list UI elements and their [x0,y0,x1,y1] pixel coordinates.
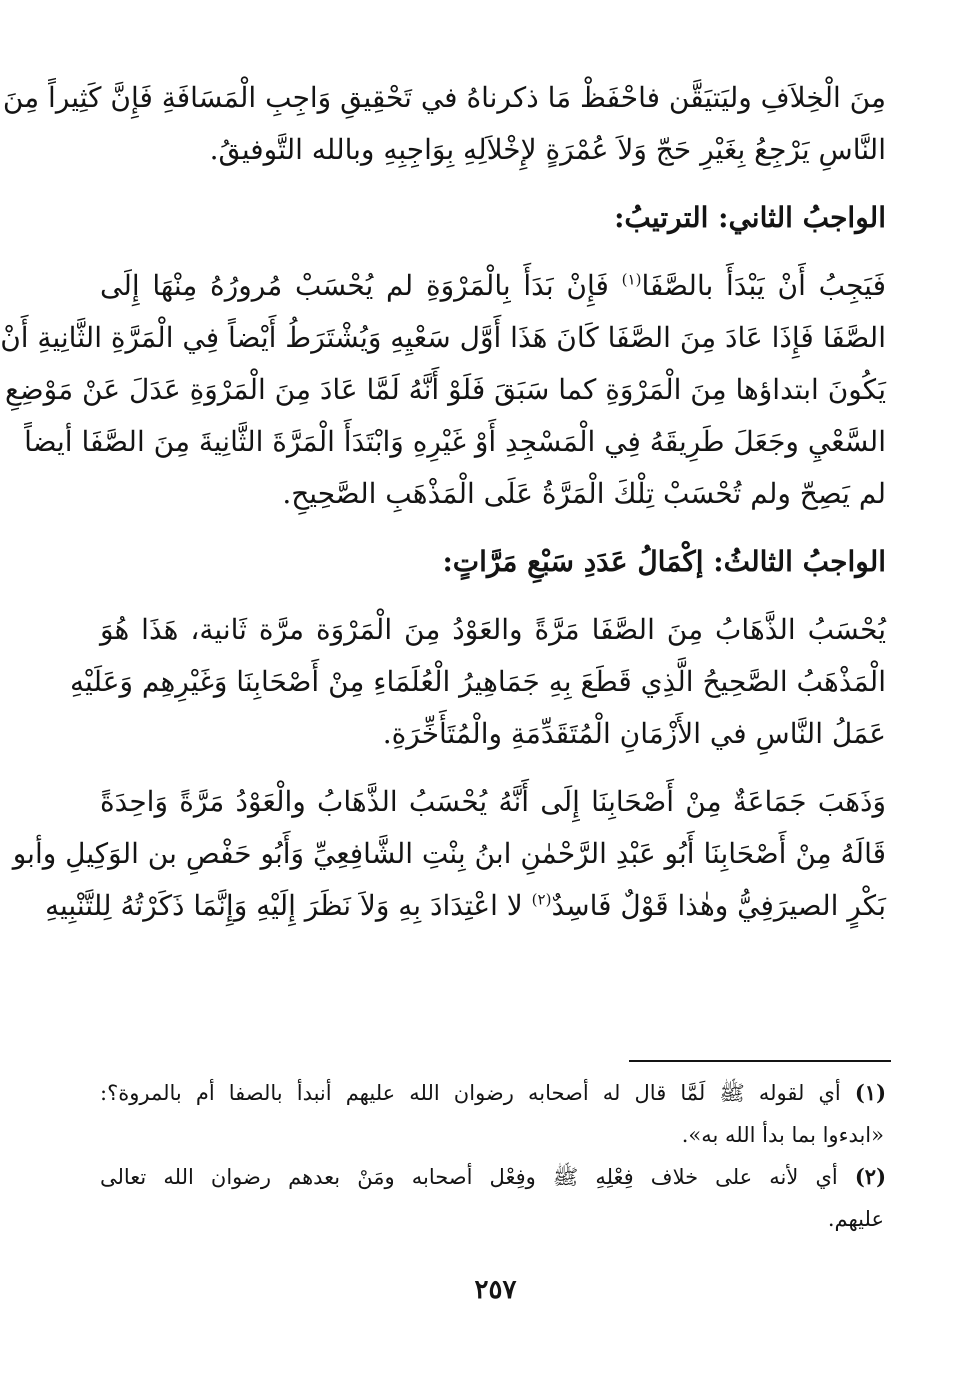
text-line: يُحْسَبُ الذَّهَابُ مِنَ الصَّفَا مَرَّةً والعَوْدُ مِنَ الْمَرْوَة مرَّة ثَانية، هَذَا هُوَ [100,613,886,646]
footnote-text: أي لقوله ﷺ لَمَّا قال له أصحابه رضوان الله عليهم أنبدأ بالصفا أم بالمروة؟: [100,1081,841,1105]
text-segment: فَيَجِبُ أَنْ يَبْدَأَ بالصَّفَا [641,269,887,302]
text-line: لم يَصِحّ ولم تُحْسَبْ تِلْكَ الْمَرَّةُ عَلَى الْمَذْهَبِ الصَّحِيحِ. [282,477,886,510]
footnote-line [100,1156,886,1198]
footnote-line: «ابدءوا بما بدأ الله به». [681,1123,884,1147]
text-segment: بَكْرٍ الصيرَفِيُّ وهٰذا قَوْلٌ فَاسِدٌ [551,889,886,922]
text-line: الْمَذْهَبُ الصَّحِيحُ الَّذِي قَطَعَ بِهِ جَمَاهِيرُ الْعُلَمَاءِ مِنْ أَصْحَابِنَا وَغَيْرِهِم وَعَلَيْهِ [70,665,886,698]
text-line: يَكُونَ ابتداؤها مِنَ الْمَرْوَةِ كما سَبَقَ فَلَوْ أَنَّهُ لَمَّا عَادَ مِنَ الْمَرْوَةِ عَدَلَ عَنْ مَوْضِعِ [5,373,886,406]
footnote-1 [100,1072,886,1156]
text-line: وَذَهَبَ جَمَاعَةٌ مِنْ أَصْحَابِنَا إِلَى أَنَّهُ يُحْسَبُ الذَّهَابُ والْعَوْدُ مَرَّةً وَاحِدَةً [100,785,886,818]
section-heading-2: الواجبُ الثاني: الترتيبُ: [614,201,886,234]
paragraph-2 [0,260,887,520]
text-segment: لا اعْتِدَادَ بِهِ وَلاَ نَظَرَ إِلَيْهِ وَإِنَّمَا ذَكَرْتُهُ لِلتَّنْبِيهِ [44,889,523,922]
footnote-number: (٢) [854,1164,886,1189]
paragraph-3 [70,604,886,760]
paragraph-4 [12,776,886,932]
footnotes [100,1072,886,1240]
paragraph-1 [2,72,886,176]
text-line: الصَّفَا فَإِذَا عَادَ مِنَ الصَّفَا كَانَ هَذَا أَوَّل سَعْيِهِ وَيُشْتَرَطُ أَيْضاً فِي الْمَرَّةِ الثَّانِيةِ أَنْ [0,321,886,354]
footnote-text: أي لأنه على خلاف فِعْلِهِ ﷺ وفِعْل أصحابه ومَنْ بعدهم رضوان الله تعالى [100,1165,838,1189]
text-line: قَالَهُ مِنْ أَصْحَابِنَا أَبُو عَبْدِ الرَّحْمٰنِ ابنُ بِنْتِ الشَّافِعِيِّ وَأَبُو حَفْصِ بن الوَكِيلِ وأبو [12,837,886,870]
text-line: السَّعْيِ وجَعَلَ طَرِيقَهُ فِي الْمَسْجِدِ أَوْ غَيْرِهِ وَابْتَدَأَ الْمَرَّةَ الثَّانِيةَ مِنَ الصَّفَا أيضاً [24,425,886,458]
footnote-number: (١) [854,1080,886,1105]
text-line: عَمَلُ النَّاسِ في الأَزْمَانِ الْمُتَقَدِّمَةِ والْمُتَأَخِّرَةِ. [382,717,886,750]
text-line: النَّاسِ يَرْجِعُ بِغَيْرِ حَجّ وَلاَ عُمْرَةٍ لإِخْلاَلِهِ بِوَاجِبِهِ وبالله التَّوفيقُ. [209,133,886,166]
page-number: ٢٥٧ [474,1275,517,1305]
text-line [44,880,886,932]
text-line: مِنَ الْخِلاَفِ وليَتيَقَّن فاحْفَظْ مَا ذكرناهُ في تَحْقِيقِ وَاجِبِ الْمَسَافَةِ فَإِنَّ كَثِيراً مِنَ [2,81,886,114]
section-heading-3: الواجبُ الثالثُ: إكْمَالُ عَدَدِ سَبْعِ مَرَّاتٍ: [442,545,886,578]
text-segment: فَإِنْ بَدَأَ بِالْمَرْوَةِ لم يُحْسَبْ مُرورُهُ مِنْهَا إِلَى [100,269,609,302]
footnote-line [100,1072,886,1114]
footnote-divider [629,1060,891,1062]
footnote-ref-1[interactable]: (١) [621,270,642,289]
footnote-2 [100,1156,886,1240]
footnote-line: عليهم. [827,1207,884,1231]
footnote-ref-2[interactable]: (٢) [531,890,552,909]
text-line [100,260,886,312]
